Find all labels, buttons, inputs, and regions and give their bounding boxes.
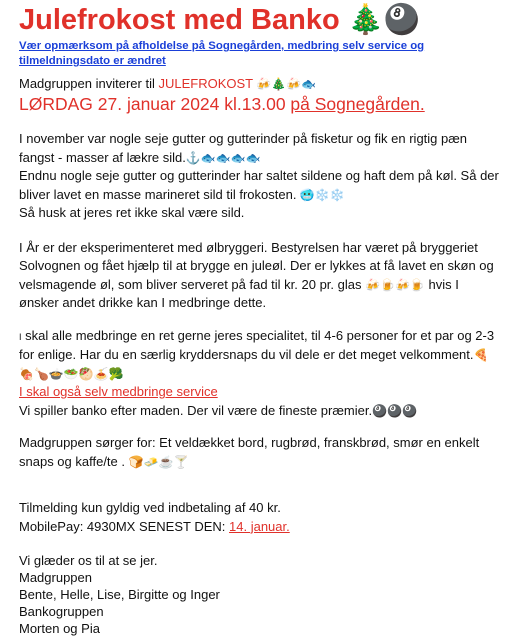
signoff-line: Bente, Helle, Lise, Birgitte og Inger xyxy=(19,587,220,602)
provided-emoji: 🍞🧈☕🍸 xyxy=(128,454,189,469)
paragraph-dish xyxy=(19,327,499,421)
signoff-line: Vi glæder os til at se jer. xyxy=(19,553,158,568)
document xyxy=(19,2,499,637)
signoff-line: Bankogruppen xyxy=(19,604,104,619)
invite-text: Madgruppen inviterer til xyxy=(19,76,159,91)
banko-text: Vi spiller banko efter maden. Der vil være de fineste præmier. xyxy=(19,402,373,418)
banko-emoji: 🎱🎱🎱 xyxy=(372,403,417,418)
dish-text: skal alle medbringe en ret gerne jeres specialitet, til 4-6 personer for et par og 2-3 for enlige. Har du en særlig kryddersnaps du vil dele er det meget velkomment. xyxy=(19,327,495,362)
frozen-emoji: 🥶❄️❄️ xyxy=(296,187,345,202)
event-date xyxy=(19,93,499,116)
service-note: I skal også selv medbringe service xyxy=(19,384,218,399)
fishing-emoji: ⚓🐟🐟🐟🐟 xyxy=(185,150,261,165)
page-title xyxy=(19,2,499,38)
food-emoji: 🍕🍖🍗🍲🥗🥙🍝🥦 xyxy=(19,348,489,381)
date-place: på Sognegården. xyxy=(290,94,425,114)
fishing-line3: Så husk at jeres ret ikke skal være sild. xyxy=(19,205,245,220)
title-emoji: 🎄🎱 xyxy=(347,4,420,36)
paragraph-fishing xyxy=(19,130,499,223)
fishing-line2: Endnu nogle seje gutter og gutterinder har saltet sildene og haft dem på køl. Så der bliver lavet en masse marineret sild til frokosten. xyxy=(19,168,499,202)
beer-emoji: 🍻🍺🍻🍺 xyxy=(365,277,425,292)
paragraph-beer xyxy=(19,239,499,313)
invite-highlight: JULEFROKOST xyxy=(158,76,254,91)
signoff-line: Morten og Pia xyxy=(19,621,100,636)
registration-line2: MobilePay: 4930MX SENEST DEN: xyxy=(19,518,230,534)
signoff-line: Madgruppen xyxy=(19,570,92,585)
registration-deadline: 14. januar. xyxy=(229,518,290,534)
registration-line1: Tilmelding kun gyldig ved indbetaling af 40 kr. xyxy=(19,500,281,515)
paragraph-provided xyxy=(19,434,499,471)
notice-link[interactable]: Vær opmærksom på afholdelse på Sognegården, medbring selv service og tilmeldningsdato er ændret xyxy=(19,40,425,67)
invite-line xyxy=(19,75,499,93)
paragraph-registration xyxy=(19,499,499,536)
fishing-line1: I november var nogle seje gutter og gutterinder på fisketur og fik en rigtig pæn fangst - masser af lækre sild. xyxy=(19,131,468,165)
date-text: LØRDAG 27. januar 2024 kl.13.00 xyxy=(19,94,291,114)
provided-text: Madgruppen sørger for: Et veldækket bord, rugbrød, franskbrød, smør en enkelt snaps og kaffe/te . xyxy=(19,435,480,469)
title-text: Julefrokost med Banko xyxy=(19,4,340,36)
beer-text2: hvis I ønsker andet drikke kan I medbringe dette. xyxy=(19,276,459,310)
paragraph-signoff xyxy=(19,552,499,637)
beer-text: I År er der eksperimenteret med ølbryggeri. Bestyrelsen har været på bryggeriet Solvognen og fået hjælp til at brygge en juleøl. Der er lykkes at få lavet en skøn og velsmagende øl, som bliver serveret på fad til kr. 20 pr. glas xyxy=(19,239,494,292)
dish-first-letter: I xyxy=(19,331,22,342)
invite-emoji: 🍻🎄🍻🐟 xyxy=(253,77,317,91)
